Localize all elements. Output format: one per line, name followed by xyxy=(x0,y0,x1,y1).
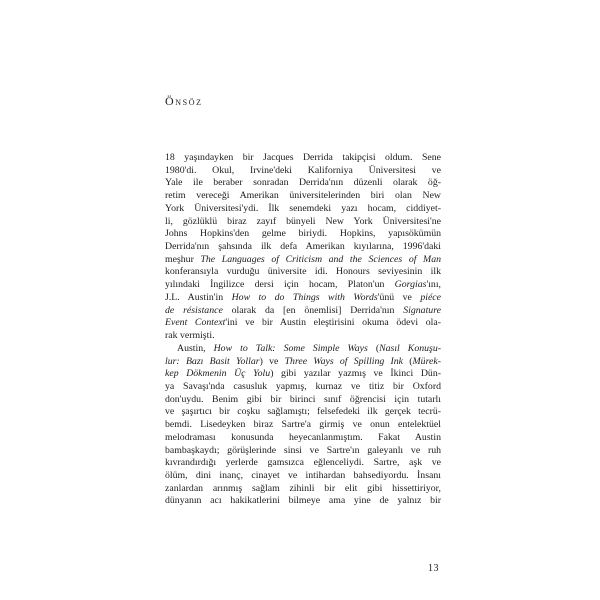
italic-phrase: kep Dökmenin Üç Yolu xyxy=(165,368,271,380)
paragraph-2 xyxy=(165,343,441,508)
text-line: konferansıyla vurduğu üniversite idi. Honours seviyesinin ilk xyxy=(165,266,441,278)
italic-phrase: piéce xyxy=(420,291,442,303)
text-line: Event Context'ini ve bir Austin eleştirisini okuma ödevi ola- xyxy=(165,317,441,329)
text-line: York Üniversitesi'ydi. İlk senemdeki yazı hocam, ciddiyet- xyxy=(165,202,441,214)
text-line: lur: Bazı Basit Yollar) ve Three Ways of Spilling Ink (Mürek- xyxy=(165,355,441,367)
text-line: Yale ile beraber sonradan Derrida'nın düzenli olarak öğ- xyxy=(165,177,441,189)
text-line: Johns Hopkins'den gelme biriydi. Hopkins, yapısökümün xyxy=(165,228,441,240)
book-title: Signature xyxy=(403,304,441,316)
text-line: 18 yaşındayken bir Jacques Derrida takipçisi oldum. Sene xyxy=(165,152,441,163)
book-title: How to do Things with Words xyxy=(231,291,378,303)
text-line: ve şaşırtıcı bir coşku sağlamıştı; felsefedeki ilk gerçek tecrü- xyxy=(165,406,441,418)
chapter-heading: Önsöz xyxy=(165,94,203,108)
paragraph-1 xyxy=(165,152,441,343)
text-line: li, gözlüklü biraz zayıf bünyeli New York Üniversitesi'ne xyxy=(165,215,441,227)
book-title: Three Ways of Spilling Ink xyxy=(284,355,403,367)
text-line: meşhur The Languages of Criticism and the Sciences of Man xyxy=(165,253,441,265)
italic-phrase: Mürek- xyxy=(412,355,441,367)
italic-phrase: Nasıl Konuşu- xyxy=(379,342,442,354)
book-title: Event Context xyxy=(165,317,226,329)
text-line: Austin, How to Talk: Some Simple Ways (Nasıl Konuşu- xyxy=(177,342,442,354)
text-line: de résistance olarak da [en önemlisi] Derrida'nın Signature xyxy=(165,304,441,316)
text-line: bambaşkaydı; görüşlerinde sinsi ve Sartre'ın galeyanlı ve ruh xyxy=(165,444,441,456)
book-title: The Languages of Criticism and the Sciences of Man xyxy=(200,253,441,265)
text-line: zanlardan arınmış sağlam zihinli bir elit gibi hissettiriyor, xyxy=(165,482,441,494)
text-line: kıvrandırdığı yerlerde gamsızca eğlenceliydi. Sartre, aşk ve xyxy=(165,457,441,469)
italic-phrase: lur: Bazı Basit Yollar xyxy=(165,355,260,367)
book-title: How to Talk: Some Simple Ways xyxy=(213,342,368,354)
book-title: Gorgias xyxy=(394,279,427,291)
text-line: Derrida'nın şahsında ilk defa Amerikan kıyılarına, 1996'daki xyxy=(165,241,441,253)
text-line: don'uydu. Benim gibi bir birinci sınıf öğrencisi için tutarlı xyxy=(165,393,441,405)
text-line: retim vereceği Amerikan üniversitelerinden biri olan New xyxy=(165,190,441,202)
body-text xyxy=(165,152,441,508)
text-line: melodraması konusunda heyecanlanmıştım. Fakat Austin xyxy=(165,431,441,443)
text-line: ya Savaşı'nda casusluk yapmış, kurnaz ve titiz bir Oxford xyxy=(165,380,441,392)
text-line: 1980'di. Okul, Irvine'deki Kaliforniya Üniversitesi ve xyxy=(165,164,441,176)
italic-phrase: de résistance xyxy=(165,304,223,316)
page-number: 13 xyxy=(428,563,439,574)
text-line: kep Dökmenin Üç Yolu) gibi yazılar yazmış ve İkinci Dün- xyxy=(165,368,441,380)
text-line: dünyanın acı hakikatlerini bilmeye ama yine de yalnız bir xyxy=(165,495,441,507)
text-line: J.L. Austin'in How to do Things with Words'ünü ve piéce xyxy=(165,291,442,303)
text-line: yılındaki İngilizce dersi için hocam, Platon'un Gorgias'ını, xyxy=(165,279,441,291)
text-line: bemdi. Lisedeyken biraz Sartre'a girmiş ve onun entelektüel xyxy=(165,419,441,431)
text-line: rak vermişti. xyxy=(165,330,215,342)
text-line: ölüm, dini inanç, cinayet ve intihardan bahsediyordu. İnsanı xyxy=(165,469,441,481)
